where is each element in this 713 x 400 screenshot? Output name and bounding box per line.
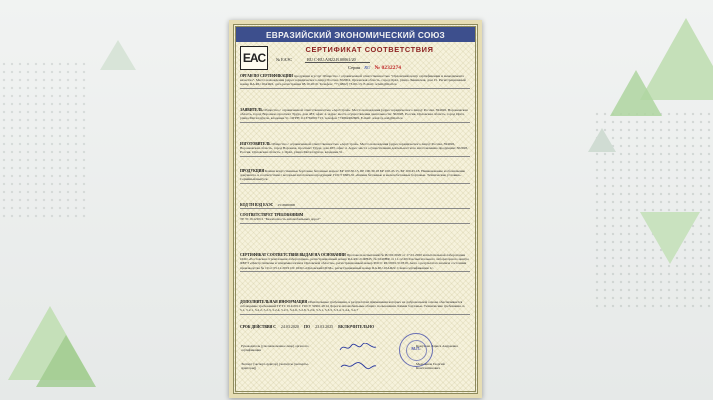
triangle-decoration (36, 335, 96, 387)
certificate-number (276, 57, 370, 62)
section-basis (240, 253, 470, 272)
head-name: Кожухова Лариса Андреевна (416, 344, 458, 348)
series-number: № 0232274 (374, 65, 402, 71)
triangle-decoration (610, 70, 662, 116)
section-product (240, 169, 470, 184)
certificate-frame (233, 24, 478, 394)
section-text: ТР ТС 014/2011 "Безопасность автомобильных дорог" (240, 217, 321, 222)
section-heading: ПРОДУКЦИЯ (240, 169, 265, 173)
validity-to-label: ПО (303, 324, 311, 329)
divider (240, 183, 470, 184)
section-heading: СЕРТИФИКАТ СООТВЕТСТВИЯ ВЫДАН НА ОСНОВАНИИ (240, 253, 346, 257)
section-text: Протокола испытаний № Ис/02/2020 от 17.01.2020 испытательной лаборатории ООО «Ростовская строительная лаборатория», регистрационный номер RA.RU.21ФН45; № 0240НФ от 11.12.2019 испытательного лабораторного центра ФБУЗ «Центр гигиены и эпидемиологии в Орловской области», регистрационный номер РОСС RU.0001.510318, Акта о результатах анализа состояния производства № 19 от 05.12.2019 ОС ООО «Орловский ЦСМ», регистрационный номер RA.RU.10АЯ22. Схема сертификации 1с. (240, 253, 469, 270)
expert-signature-label: Эксперт (эксперт-аудитор) (эксперты (эксперты-аудиторы)) (241, 362, 309, 370)
dot-pattern-left (0, 60, 90, 220)
section-heading: ЗАЯВИТЕЛЬ (240, 108, 263, 112)
validity-from: 24.03.2020 (280, 324, 299, 329)
section-organ (240, 74, 470, 89)
triangle-decoration (640, 212, 700, 264)
series-label: Серия (348, 65, 361, 70)
section-heading: СООТВЕТСТВУЕТ ТРЕБОВАНИЯМ (240, 213, 304, 217)
section-validity (240, 325, 470, 329)
section-text: продукции и услуг Общество с ограниченной ответственностью "Орловский центр сертификации и менеджмента качества". Место нахождения (адрес юридического лица): Россия, 302004, Орловская область, город Орёл, улица Ленинская, дом 15. Регистрационный номер RA.RU.10АЯ22, дата регистрации 08.10.2019. Телефон: +7 (4862) 73-00-13, E-mail: oclem@mail.ru (240, 74, 466, 87)
section-text: Камни искусственные бортовые бетонные марок: БР 100.30.15, БР 100.30.18 БР 100.45.15, БР 100.45.18. Наименование и обозначение документа, в соответствии с которым изготовлена продукция: ГОСТ 6665-91 «Камни бетонные и железобетонные бортовые. Технические условия». Серийный выпуск. (240, 169, 466, 182)
divider (240, 271, 470, 272)
validity-heading: СРОК ДЕЙСТВИЯ С (240, 325, 276, 329)
section-manufacturer (240, 142, 470, 157)
union-band: ЕВРАЗИЙСКИЙ ЭКОНОМИЧЕСКИЙ СОЮЗ (236, 27, 475, 42)
section-heading: ОРГАН ПО СЕРТИФИКАЦИИ (240, 74, 293, 78)
section-tnved (240, 203, 470, 209)
section-additional (240, 300, 470, 315)
validity-to: 23.03.2025 (315, 324, 334, 329)
divider (240, 208, 470, 209)
divider (240, 156, 470, 157)
section-text: Обязательные требования, к результатам применения которых на добровольной основе обеспечивается соблюдение требований ТР ТС 014/2011: ГОСТ 32961-2014 Дороги автомобильные общего пользования. Камни бортовые. Технические требования. п. 5.1, 5.2.1, 5.2.2, 5.2.3, 5.2.4, 5.2.5, 5.2.6, 5.2.8, 5.2.9, 5.3.1, 5.3.3, 5.3.4, 5.4.4, 5.4.7 (240, 300, 466, 313)
expert-signature (338, 361, 378, 370)
eac-mark: EAC (240, 46, 268, 70)
triangle-decoration (100, 40, 136, 70)
tnved-code: 2516900000 (277, 203, 296, 207)
section-text: Общество с ограниченной ответственностью «АрсСтрой». Место нахождения (адрес юридического лица): Россия, 394026, Воронежская область, город Воронеж, проспект Труда, дом 48Т, офис 4. Адрес места осуществления деятельности: 302028, Россия, Орловская область, город Орёл, улица Металлургов, владение 51. ОГРН 1113762001713, телефон +74862482609, E-mail: arsstroy.orel@mail.ru (240, 108, 468, 121)
stamp-label: М.П. (411, 346, 421, 351)
head-signature-label: Руководитель (уполномоченное лицо) органа по сертификации (241, 344, 309, 352)
certification-stamp (399, 333, 433, 367)
section-heading: ДОПОЛНИТЕЛЬНАЯ ИНФОРМАЦИЯ (240, 300, 308, 304)
divider (240, 314, 470, 315)
section-heading: ИЗГОТОВИТЕЛЬ (240, 142, 271, 146)
head-signature (338, 343, 378, 352)
section-requirements (240, 213, 470, 224)
number-value: RU С-RU.АЯ22.В.00061/20 (305, 57, 370, 63)
section-text: Общество с ограниченной ответственностью «АрсСтрой». Место нахождения (адрес юридического лица): Россия, 394026, Воронежская область, город Воронеж, проспект Труда, дом 48Т, офис 4. Адрес места осуществления деятельности по изготовлению продукции: 302028, Россия, Орловская область, г. Орёл, улица Металлургов, владение 51. (240, 142, 468, 155)
divider (240, 122, 470, 123)
certificate-document (229, 20, 482, 398)
number-label: № ЕАЭС (276, 57, 293, 62)
validity-inclusive: ВКЛЮЧИТЕЛЬНО (338, 324, 375, 329)
series-line (348, 65, 401, 71)
triangle-decoration (588, 128, 616, 152)
section-applicant (240, 108, 470, 123)
section-heading: КОД ТН ВЭД ЕАЭС (240, 203, 274, 207)
divider (240, 88, 470, 89)
series-value: RU (364, 65, 371, 70)
divider (240, 223, 470, 224)
expert-name: Мельников Георгий Константинович (416, 362, 445, 370)
certificate-title: СЕРТИФИКАТ СООТВЕТСТВИЯ (305, 45, 434, 54)
